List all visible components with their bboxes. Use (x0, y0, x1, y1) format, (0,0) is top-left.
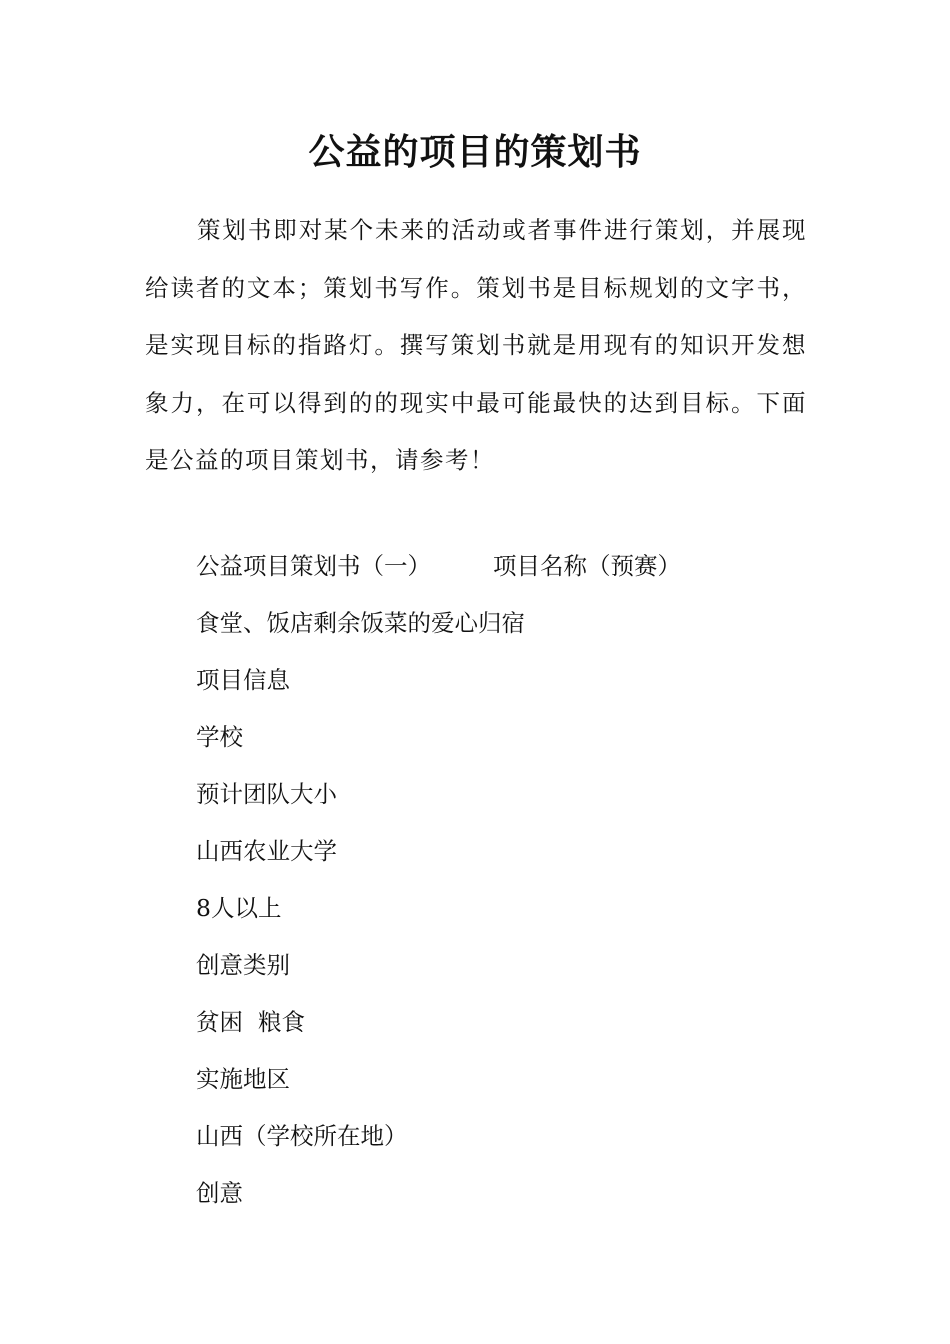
region-label: 实施地区 (196, 1065, 290, 1093)
section-heading-line (196, 549, 681, 583)
school-value: 山西农业大学 (196, 837, 337, 865)
team-size-value: 8人以上 (196, 894, 282, 922)
idea-label: 创意 (196, 1179, 243, 1207)
school-label: 学校 (196, 723, 243, 751)
project-name-line: 食堂、饭店剩余饭菜的爱心归宿 (196, 609, 525, 637)
intro-paragraph: 策划书即对某个未来的活动或者事件进行策划，并展现给读者的文本；策划书写作。策划书是目标规划的文字书，是实现目标的指路灯。撰写策划书就是用现有的知识开发想象力，在可以得到的的现实中最可能最快的达到目标。下面是公益的项目策划书，请参考！ (145, 216, 807, 474)
category-value: 贫困 粮食 (196, 1008, 305, 1036)
team-size-label: 预计团队大小 (196, 780, 337, 808)
region-value: 山西（学校所在地） (196, 1122, 408, 1150)
section-subheading: 项目名称（预赛） (493, 552, 681, 580)
document-title: 公益的项目的策划书 (308, 131, 642, 173)
category-label: 创意类别 (196, 951, 290, 979)
section-heading: 公益项目策划书（一） (196, 552, 431, 580)
project-info-label: 项目信息 (196, 666, 290, 694)
